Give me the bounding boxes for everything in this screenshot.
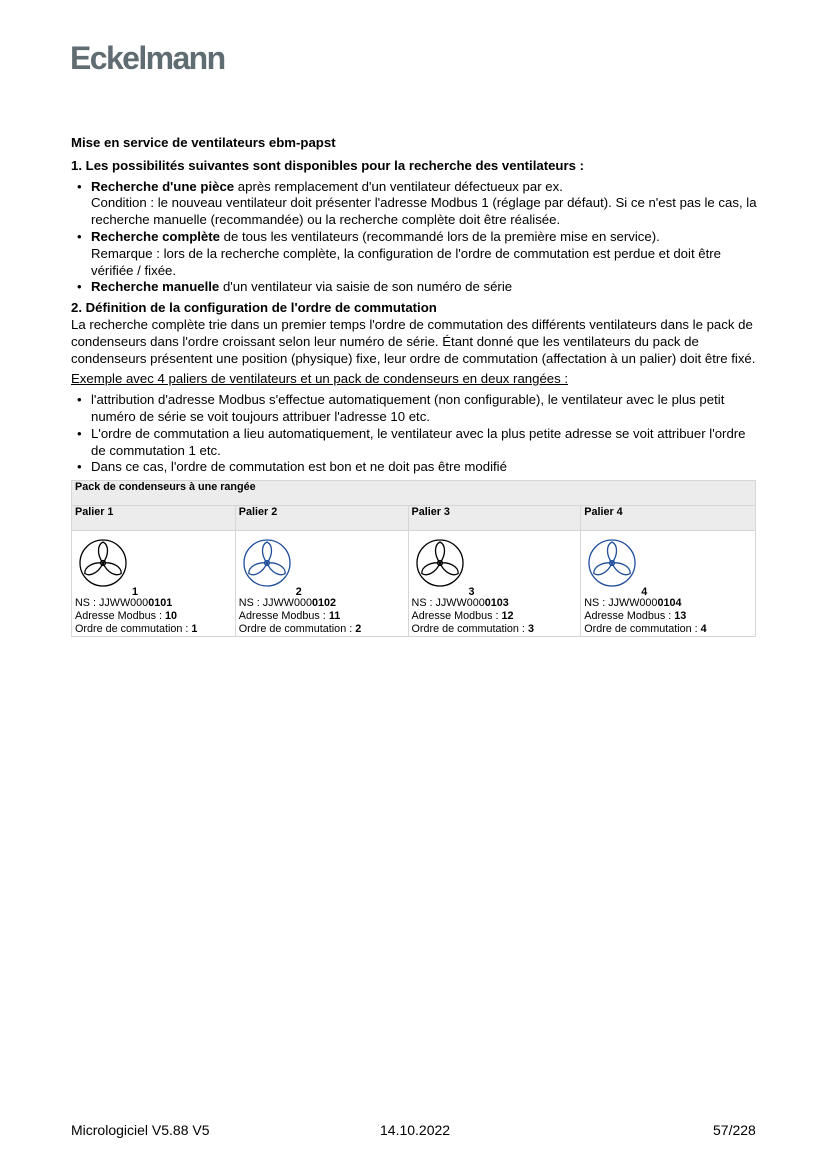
switching-order: Ordre de commutation : 1	[75, 623, 198, 636]
example-list	[71, 392, 761, 476]
fan-number: 3	[468, 586, 475, 599]
bullet-icon: •	[77, 459, 82, 475]
fan-figure	[584, 539, 654, 597]
brand-logo: Eckelmann	[70, 40, 225, 76]
option-text: après remplacement d'un ventilateur défectueux par ex.	[234, 178, 563, 194]
fan-cell	[72, 531, 236, 637]
list-item	[71, 392, 761, 426]
table-header: Palier 3	[408, 506, 581, 531]
list-item	[71, 279, 761, 296]
switching-order: Ordre de commutation : 2	[238, 623, 362, 636]
serial-number: NS : JJWW0000104	[584, 597, 682, 610]
list-item	[71, 426, 761, 460]
bullet-icon: •	[77, 178, 82, 194]
bullet-icon: •	[77, 228, 82, 244]
section-title: Mise en service de ventilateurs ebm-papst	[71, 135, 336, 150]
fan-cell	[408, 531, 581, 637]
list-item	[71, 459, 761, 476]
modbus-address: Adresse Modbus : 12	[411, 610, 514, 623]
fan-figure	[239, 539, 309, 597]
bullet-icon: •	[77, 279, 82, 295]
list-item	[71, 229, 761, 279]
fan-icon	[77, 539, 131, 589]
option-note: Condition : le nouveau ventilateur doit présenter l'adresse Modbus 1 (réglage par défaut). Si ce n'est pas le cas, la recherche manuelle (recommandée) ou la recherche complète doit être réalisée.	[91, 195, 757, 228]
fan-blade	[262, 542, 271, 563]
modbus-address: Adresse Modbus : 11	[238, 610, 341, 623]
bullet-icon: •	[77, 392, 82, 408]
serial-number: NS : JJWW0000103	[411, 597, 509, 610]
fan-icon	[414, 539, 468, 589]
fan-icon	[586, 539, 640, 589]
fan-blade	[99, 542, 108, 563]
fan-cell	[235, 531, 408, 637]
fan-figure	[75, 539, 145, 597]
fan-blade	[435, 542, 444, 563]
option-title: Recherche d'une pièce	[91, 178, 235, 194]
table-header: Palier 2	[235, 506, 408, 531]
fan-number: 4	[641, 586, 648, 599]
fan-number: 2	[295, 586, 302, 599]
option-note: Remarque : lors de la recherche complète, la configuration de l'ordre de commutation est perdue et doit être vérifiée / fixée.	[91, 245, 721, 278]
page-content	[71, 135, 761, 637]
option-text: d'un ventilateur via saisie de son numéro de série	[219, 279, 513, 295]
search-options-list	[71, 179, 761, 297]
option-title: Recherche manuelle	[91, 279, 220, 295]
footer-page-number: 57/228	[713, 1122, 756, 1138]
part2-paragraph: La recherche complète trie dans un premier temps l'ordre de commutation des différents ventilateurs dans le pack de condenseurs dans l'ordre croissant selon leur numéro de série. Étant donné que les ventilateurs du pack de condenseurs présentent une position (physique) fixe, leur ordre de commutation (affectation à un palier) doit être fixé.	[71, 316, 756, 366]
example-text: L'ordre de commutation a lieu automatiquement, le ventilateur avec la plus petite adresse se voit attribuer l'ordre de commutation 1 etc.	[91, 425, 746, 458]
modbus-address: Adresse Modbus : 10	[75, 610, 178, 623]
example-text: Dans ce cas, l'ordre de commutation est bon et ne doit pas être modifié	[91, 459, 507, 475]
example-text: l'attribution d'adresse Modbus s'effectue automatiquement (non configurable), le ventilateur avec le plus petit numéro de série se voit toujours attribuer l'adresse 10 etc.	[91, 392, 725, 424]
example-title: Exemple avec 4 paliers de ventilateurs et un pack de condenseurs en deux rangées :	[71, 371, 569, 387]
modbus-address: Adresse Modbus : 13	[584, 610, 687, 623]
serial-number: NS : JJWW0000101	[75, 597, 173, 610]
fan-figure	[412, 539, 482, 597]
fan-icon	[241, 539, 295, 589]
bullet-icon: •	[77, 425, 82, 441]
footer-date: 14.10.2022	[380, 1122, 451, 1138]
option-title: Recherche complète	[91, 228, 220, 244]
switching-order: Ordre de commutation : 3	[411, 623, 534, 636]
fan-number: 1	[132, 586, 139, 599]
footer-firmware: Micrologiciel V5.88 V5	[71, 1122, 210, 1138]
fan-blade	[608, 542, 617, 563]
fan-cell	[581, 531, 756, 637]
table-caption: Pack de condenseurs à une rangée	[72, 481, 756, 506]
table-header: Palier 4	[581, 506, 756, 531]
part2-heading: 2. Définition de la configuration de l'ordre de commutation	[71, 300, 437, 316]
condenser-pack-table	[71, 480, 756, 637]
list-item	[71, 179, 761, 229]
table-header: Palier 1	[72, 506, 236, 531]
switching-order: Ordre de commutation : 4	[584, 623, 707, 636]
option-text: de tous les ventilateurs (recommandé lors de la première mise en service).	[220, 228, 660, 244]
serial-number: NS : JJWW0000102	[238, 597, 337, 610]
part1-heading: 1. Les possibilités suivantes sont disponibles pour la recherche des ventilateurs :	[71, 157, 585, 173]
